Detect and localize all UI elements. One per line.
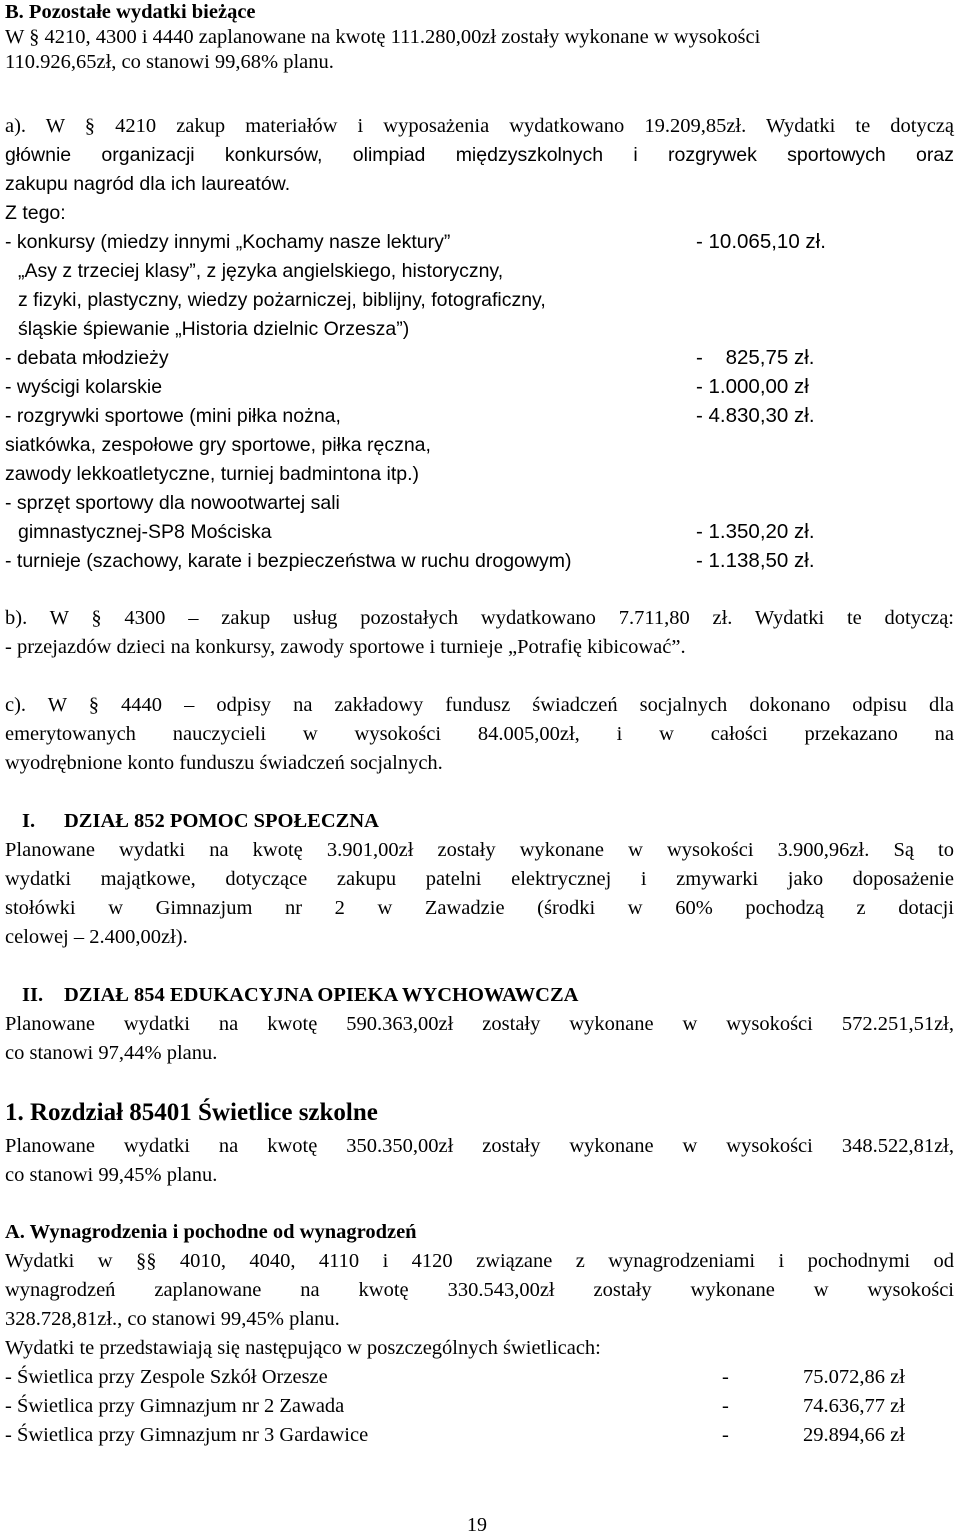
- list-item: gimnastycznej-SP8 Mościska: [18, 521, 272, 543]
- list-item: siatkówka, zespołowe gry sportowe, piłka ręczna,: [5, 434, 431, 456]
- item-a-line2: głównie organizacji konkursów, olimpiad międzyszkolnych i rozgrywek sportowych oraz: [5, 144, 954, 166]
- list-item-amount: - 4.830,30 zł.: [696, 404, 815, 427]
- section-852-number: I.: [22, 810, 36, 832]
- list-item: - rozgrywki sportowe (mini piłka nożna,: [5, 405, 341, 427]
- table-row-amount: 29.894,66 zł: [803, 1424, 905, 1446]
- item-c-line3: wyodrębnione konto funduszu świadczeń socjalnych.: [5, 752, 443, 774]
- section-a-heading: A. Wynagrodzenia i pochodne od wynagrodzeń: [5, 1221, 417, 1243]
- section-a-line2: wynagrodzeń zaplanowane na kwotę 330.543,00zł zostały wykonane w wysokości: [5, 1279, 954, 1301]
- list-item: - sprzęt sportowy dla nowootwartej sali: [5, 492, 340, 514]
- section-a-line4: Wydatki te przedstawiają się następująco w poszczególnych świetlicach:: [5, 1337, 601, 1359]
- list-item: z fizyki, plastyczny, wiedzy pożarniczej, biblijny, fotograficzny,: [18, 289, 546, 311]
- chapter-85401-line1: Planowane wydatki na kwotę 350.350,00zł zostały wykonane w wysokości 348.522,81zł,: [5, 1135, 954, 1157]
- table-row-dash: -: [722, 1366, 729, 1388]
- list-item-amount: - 1.350,20 zł.: [696, 520, 815, 543]
- list-item-amount: - 1.000,00 zł: [696, 375, 809, 398]
- item-a-line4: Z tego:: [5, 202, 66, 224]
- list-item-amount: - 1.138,50 zł.: [696, 549, 815, 572]
- list-item: zawody lekkoatletyczne, turniej badmintona itp.): [5, 463, 420, 485]
- table-row-dash: -: [722, 1424, 729, 1446]
- section-b-line1: W § 4210, 4300 i 4440 zaplanowane na kwotę 111.280,00zł zostały wykonane w wysokości: [5, 26, 761, 48]
- list-item: śląskie śpiewanie „Historia dzielnic Orzesza”): [18, 318, 410, 340]
- section-852-line3: stołówki w Gimnazjum nr 2 w Zawadzie (środki w 60% pochodzą z dotacji: [5, 897, 954, 919]
- section-b-heading: B. Pozostałe wydatki bieżące: [5, 1, 256, 23]
- item-c-line2: emerytowanych nauczycieli w wysokości 84.005,00zł, i w całości przekazano na: [5, 723, 954, 745]
- item-a-line1: a). W § 4210 zakup materiałów i wyposażenia wydatkowano 19.209,85zł. Wydatki te dotyczą: [5, 115, 954, 137]
- section-852-line4: celowej – 2.400,00zł).: [5, 926, 188, 948]
- list-item-amount: - 825,75 zł.: [696, 346, 815, 369]
- section-854-title: DZIAŁ 854 EDUKACYJNA OPIEKA WYCHOWAWCZA: [64, 984, 579, 1006]
- chapter-85401-line2: co stanowi 99,45% planu.: [5, 1164, 218, 1186]
- section-a-line3: 328.728,81zł., co stanowi 99,45% planu.: [5, 1308, 340, 1330]
- list-item: - wyścigi kolarskie: [5, 376, 163, 398]
- table-row-dash: -: [722, 1395, 729, 1417]
- table-row-amount: 75.072,86 zł: [803, 1366, 905, 1388]
- table-row-name: - Świetlica przy Zespole Szkół Orzesze: [5, 1366, 328, 1388]
- section-a-line1: Wydatki w §§ 4010, 4040, 4110 i 4120 związane z wynagrodzeniami i pochodnymi od: [5, 1250, 954, 1272]
- list-item-amount: - 10.065,10 zł.: [696, 230, 826, 253]
- item-a-line3: zakupu nagród dla ich laureatów.: [5, 173, 291, 195]
- list-item: - debata młodzieży: [5, 347, 169, 369]
- list-item: - turnieje (szachowy, karate i bezpieczeństwa w ruchu drogowym): [5, 550, 572, 572]
- section-854-number: II.: [22, 984, 44, 1006]
- item-b-line1: b). W § 4300 – zakup usług pozostałych wydatkowano 7.711,80 zł. Wydatki te dotyczą:: [5, 607, 954, 629]
- item-c-line1: c). W § 4440 – odpisy na zakładowy fundusz świadczeń socjalnych dokonano odpisu dla: [5, 694, 954, 716]
- list-item: - konkursy (miedzy innymi „Kochamy nasze lektury”: [5, 231, 451, 253]
- item-b-line2: - przejazdów dzieci na konkursy, zawody sportowe i turnieje „Potrafię kibicować”.: [5, 636, 686, 658]
- section-b-line2: 110.926,65zł, co stanowi 99,68% planu.: [5, 51, 334, 73]
- list-item: „Asy z trzeciej klasy”, z języka angielskiego, historyczny,: [18, 260, 504, 282]
- section-854-line2: co stanowi 97,44% planu.: [5, 1042, 218, 1064]
- table-row-name: - Świetlica przy Gimnazjum nr 3 Gardawice: [5, 1424, 369, 1446]
- section-852-line2: wydatki majątkowe, dotyczące zakupu patelni elektrycznej i zmywarki jako doposażenie: [5, 868, 954, 890]
- page-number: 19: [467, 1514, 487, 1536]
- section-852-title: DZIAŁ 852 POMOC SPOŁECZNA: [64, 810, 379, 832]
- section-852-line1: Planowane wydatki na kwotę 3.901,00zł zostały wykonane w wysokości 3.900,96zł. Są to: [5, 839, 954, 861]
- chapter-85401-title: 1. Rozdział 85401 Świetlice szkolne: [5, 1099, 378, 1126]
- table-row-amount: 74.636,77 zł: [803, 1395, 905, 1417]
- table-row-name: - Świetlica przy Gimnazjum nr 2 Zawada: [5, 1395, 345, 1417]
- section-854-line1: Planowane wydatki na kwotę 590.363,00zł zostały wykonane w wysokości 572.251,51zł,: [5, 1013, 954, 1035]
